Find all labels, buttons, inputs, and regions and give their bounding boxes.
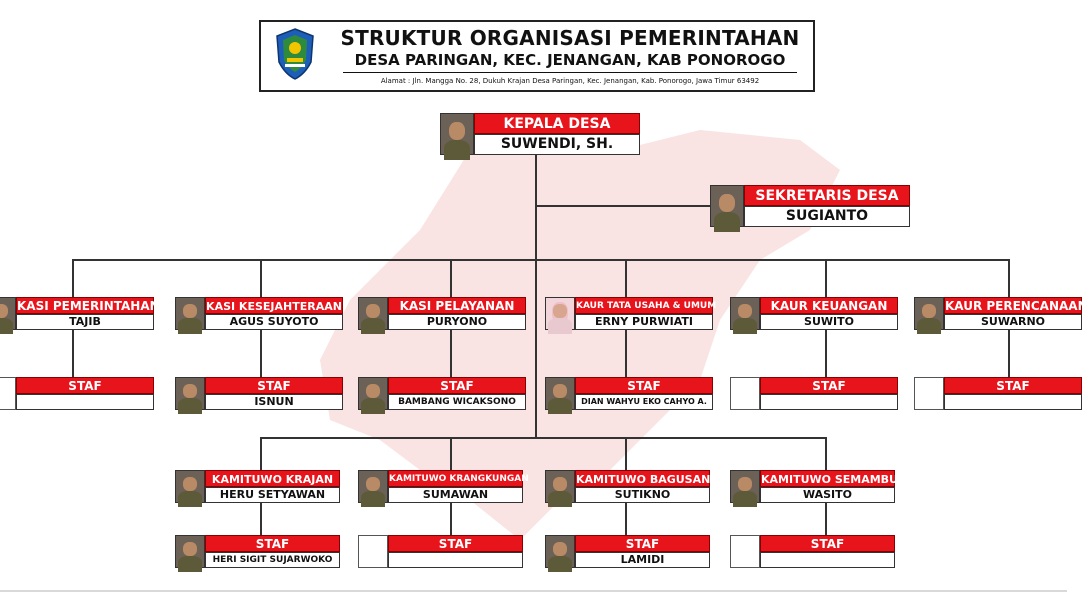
connector-line	[260, 437, 262, 470]
position-title: STAF	[760, 377, 898, 394]
connector-line	[450, 503, 452, 535]
person-name: SUWENDI, SH.	[474, 134, 640, 155]
person-name: SUGIANTO	[744, 206, 910, 227]
person-photo	[545, 470, 575, 503]
kamituwo-staff-card-1	[358, 535, 523, 568]
connector-line	[1008, 259, 1010, 297]
header-divider	[343, 72, 797, 73]
unit-staff-card-2	[358, 377, 526, 410]
connector-line	[825, 259, 827, 297]
person-photo	[730, 470, 760, 503]
person-name: SUWARNO	[944, 314, 1082, 330]
photo-placeholder	[914, 377, 944, 410]
person-name	[760, 394, 898, 410]
connector-line	[535, 155, 537, 437]
unit-card-0	[0, 297, 160, 330]
person-photo	[175, 297, 205, 330]
connector-line	[825, 330, 827, 377]
connector-line	[72, 259, 74, 297]
position-title: STAF	[205, 535, 340, 552]
kamituwo-staff-card-0	[175, 535, 340, 568]
person-name: ISNUN	[205, 394, 343, 410]
position-title: KEPALA DESA	[474, 113, 640, 134]
position-title: STAF	[575, 535, 710, 552]
connector-line	[825, 437, 827, 470]
connector-line	[260, 259, 262, 297]
person-name: PURYONO	[388, 314, 526, 330]
position-title: KAMITUWO SEMAMBU	[760, 470, 895, 487]
connector-line	[72, 259, 1009, 261]
person-name: ERNY PURWIATI	[575, 314, 713, 330]
position-title: KASI PEMERINTAHAN	[17, 299, 160, 313]
person-name	[944, 394, 1082, 410]
sekretaris-desa-card	[710, 185, 910, 227]
person-name	[760, 552, 895, 568]
connector-line	[450, 437, 452, 470]
person-name: AGUS SUYOTO	[205, 314, 343, 330]
position-title: STAF	[944, 377, 1082, 394]
kamituwo-staff-card-2	[545, 535, 710, 568]
person-name	[16, 394, 154, 410]
position-title: KAUR PERENCANAAN	[945, 299, 1088, 313]
person-photo	[710, 185, 744, 227]
position-title: STAF	[388, 377, 526, 394]
unit-card-3	[545, 297, 717, 330]
person-photo	[358, 377, 388, 410]
position-title: STAF	[205, 377, 343, 394]
connector-line	[625, 330, 627, 377]
connector-line	[825, 503, 827, 535]
connector-line	[625, 503, 627, 535]
connector-line	[450, 330, 452, 377]
connector-line	[625, 437, 627, 470]
unit-card-1	[175, 297, 343, 330]
person-name: SUWITO	[760, 314, 898, 330]
regency-emblem-icon	[275, 28, 315, 80]
position-title: SEKRETARIS DESA	[744, 185, 910, 206]
position-title: KAMITUWO KRAJAN	[205, 470, 340, 487]
chart-title: STRUKTUR ORGANISASI PEMERINTAHAN	[340, 26, 800, 50]
kamituwo-card-0	[175, 470, 340, 503]
photo-placeholder	[0, 377, 16, 410]
position-title: KAMITUWO BAGUSAN	[575, 470, 710, 487]
position-title: STAF	[760, 535, 895, 552]
person-photo	[175, 377, 205, 410]
person-photo	[545, 377, 575, 410]
unit-staff-card-0	[0, 377, 154, 410]
village-subtitle: DESA PARINGAN, KEC. JENANGAN, KAB PONOROGO	[354, 51, 786, 69]
position-title: KAMITUWO KRANGKUNGAN	[388, 470, 523, 487]
connector-line	[625, 259, 627, 297]
person-photo	[545, 535, 575, 568]
unit-card-5	[914, 297, 1088, 330]
connector-line	[450, 259, 452, 297]
position-title: STAF	[16, 377, 154, 394]
person-name: SUMAWAN	[388, 487, 523, 503]
photo-placeholder	[730, 377, 760, 410]
person-photo	[0, 297, 16, 330]
person-name: TAJIB	[16, 314, 154, 330]
position-title: STAF	[575, 377, 713, 394]
unit-staff-card-5	[914, 377, 1082, 410]
person-photo	[175, 535, 205, 568]
person-name: DIAN WAHYU EKO CAHYO A.	[575, 394, 713, 410]
person-name: BAMBANG WICAKSONO	[388, 394, 526, 410]
kamituwo-card-3	[730, 470, 898, 503]
position-title: KAUR KEUANGAN	[760, 297, 898, 314]
person-name: HERU SETYAWAN	[205, 487, 340, 503]
photo-placeholder	[730, 535, 760, 568]
unit-card-4	[730, 297, 898, 330]
kamituwo-card-1	[358, 470, 529, 503]
connector-line	[72, 330, 74, 377]
position-title: KASI PELAYANAN	[388, 297, 526, 314]
kepala-desa-card	[440, 113, 640, 155]
person-name: HERI SIGIT SUJARWOKO	[205, 552, 340, 568]
unit-staff-card-1	[175, 377, 343, 410]
kamituwo-staff-card-3	[730, 535, 895, 568]
connector-line	[1008, 330, 1010, 377]
person-name: SUTIKNO	[575, 487, 710, 503]
person-photo	[358, 470, 388, 503]
photo-placeholder	[358, 535, 388, 568]
unit-card-2	[358, 297, 526, 330]
unit-staff-card-4	[730, 377, 898, 410]
connector-line	[260, 503, 262, 535]
unit-staff-card-3	[545, 377, 713, 410]
person-name: WASITO	[760, 487, 895, 503]
person-photo	[440, 113, 474, 155]
person-photo	[914, 297, 944, 330]
connector-line	[535, 205, 711, 207]
person-photo	[545, 297, 575, 330]
position-title: KAUR TATA USAHA & UMUM	[575, 297, 713, 314]
header-panel	[259, 20, 815, 92]
person-photo	[730, 297, 760, 330]
position-title: KASI KESEJAHTERAAN	[205, 297, 343, 314]
address-line: Alamat : Jln. Mangga No. 28, Dukuh Krajan Desa Paringan, Kec. Jenangan, Kab. Ponorogo, Jawa Timur 63492	[380, 77, 760, 85]
person-name: LAMIDI	[575, 552, 710, 568]
kamituwo-card-2	[545, 470, 710, 503]
connector-line	[260, 330, 262, 377]
footer-bar	[0, 590, 1067, 592]
person-photo	[175, 470, 205, 503]
person-name	[388, 552, 523, 568]
position-title: STAF	[388, 535, 523, 552]
connector-line	[260, 437, 826, 439]
person-photo	[358, 297, 388, 330]
